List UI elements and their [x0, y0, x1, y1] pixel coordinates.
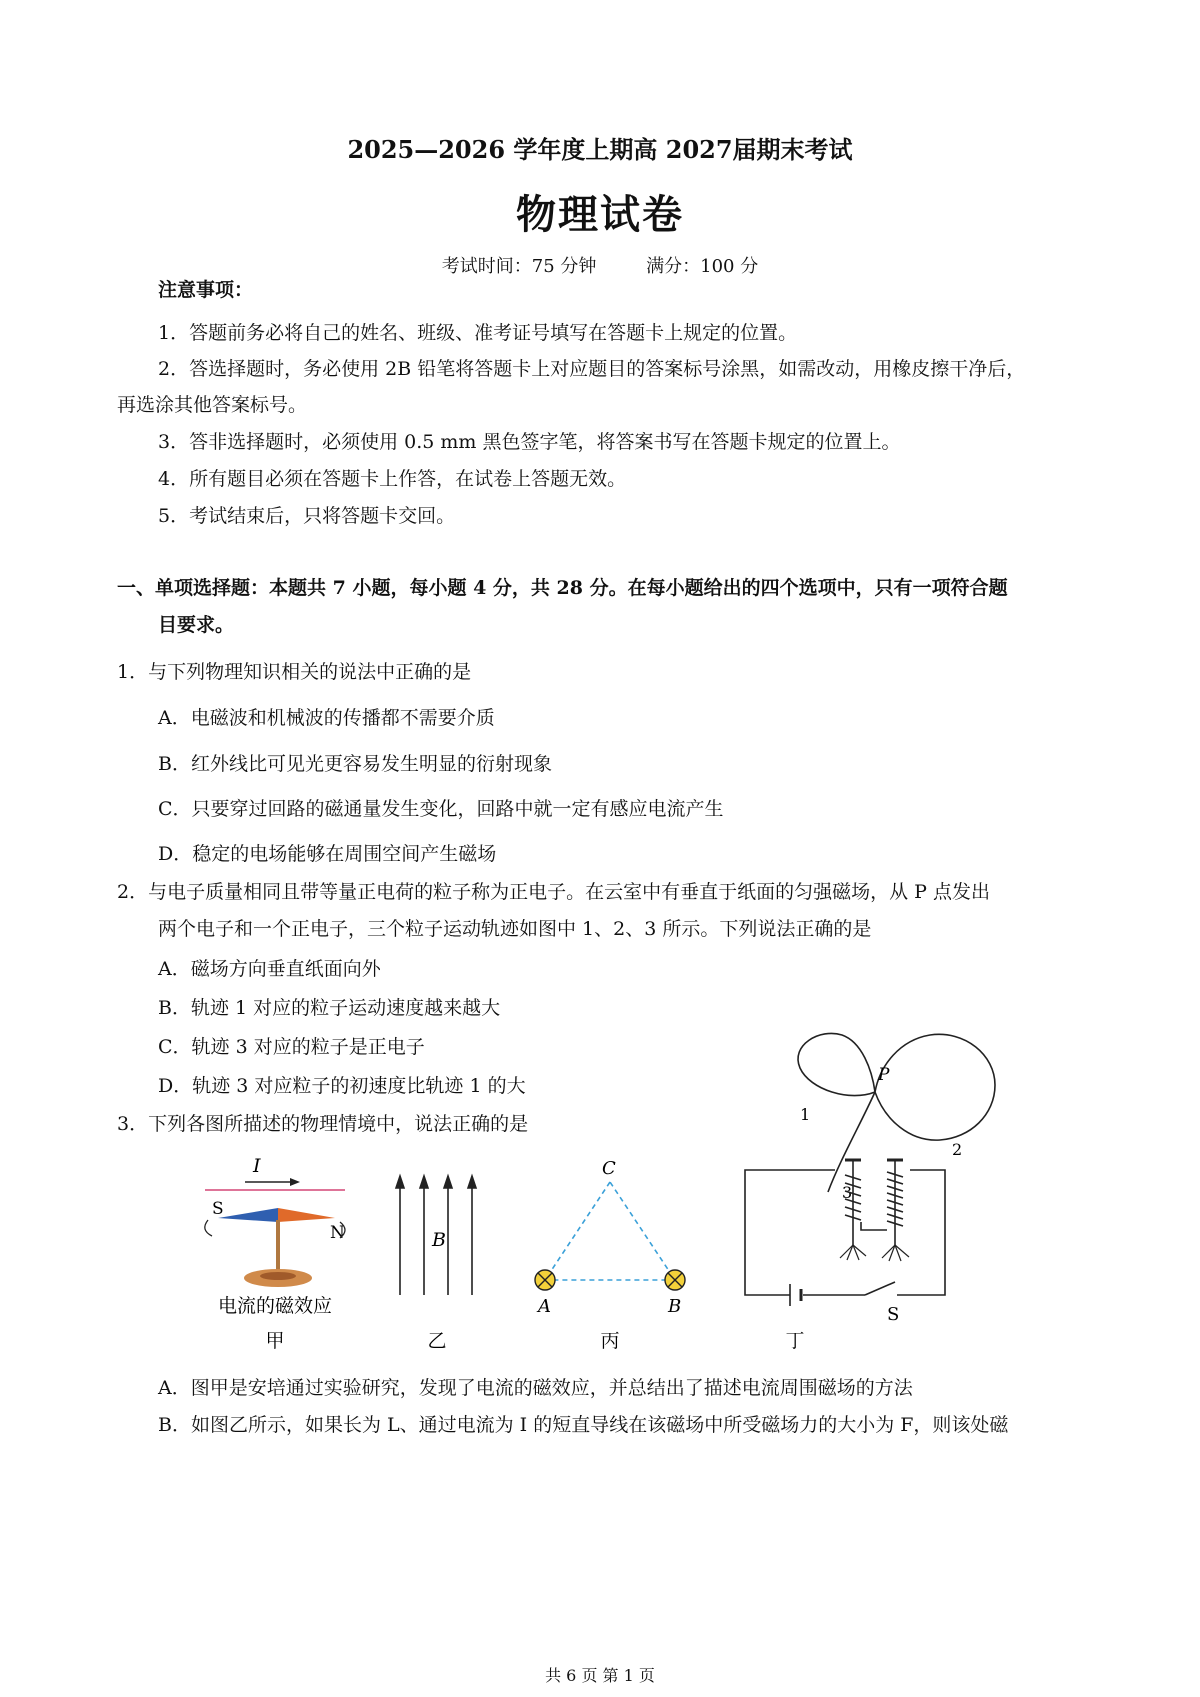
yi-label: 乙 — [427, 1330, 447, 1352]
q3-option-b: B．如图乙所示，如果长为 L、通过电流为 I 的短直导线在该磁场中所受磁场力的大小为 F，则该处磁 — [158, 1414, 1009, 1436]
iron-filings — [840, 1245, 909, 1261]
vertex-a-label: A — [538, 1296, 551, 1317]
q2-stem-cont: 两个电子和一个正电子，三个粒子运动轨迹如图中 1、2、3 所示。下列说法正确的是 — [158, 918, 872, 940]
notice-item: 1．答题前务必将自己的姓名、班级、准考证号填写在答题卡上规定的位置。 — [158, 322, 798, 344]
notice-item: 3．答非选择题时，必须使用 0.5 mm 黑色签字笔，将答案书写在答题卡规定的位置上。 — [158, 431, 901, 453]
vertex-c-label: C — [602, 1158, 616, 1179]
q1-option-c: C．只要穿过回路的磁通量发生变化，回路中就一定有感应电流产生 — [158, 798, 724, 820]
q1-option-b: B．红外线比可见光更容易发生明显的衍射现象 — [158, 753, 552, 775]
q2-option-b: B．轨迹 1 对应的粒子运动速度越来越大 — [158, 997, 501, 1019]
bing-label: 丙 — [600, 1330, 620, 1352]
exam-meta — [0, 252, 1200, 278]
q2-option-d: D．轨迹 3 对应粒子的初速度比轨迹 1 的大 — [158, 1075, 526, 1097]
notice-item: 5．考试结束后，只将答题卡交回。 — [158, 505, 456, 527]
jia-caption: 电流的磁效应 — [217, 1295, 333, 1317]
jia-label: 甲 — [265, 1330, 285, 1352]
q3-option-a: A．图甲是安培通过实验研究，发现了电流的磁效应，并总结出了描述电流周围磁场的方法 — [158, 1377, 913, 1399]
s-pole-label: S — [212, 1199, 224, 1219]
magnet-n-pole — [278, 1208, 335, 1222]
exam-title: 2025—2026 学年度上期高 2027届期末考试 — [347, 135, 853, 164]
figure-ding — [735, 1150, 955, 1360]
notice-item: 4．所有题目必须在答题卡上作答，在试卷上答题无效。 — [158, 468, 627, 490]
notice-item: 再选涂其他答案标号。 — [117, 394, 308, 416]
switch-label: S — [887, 1304, 900, 1325]
page-footer: 共 6 页 第 1 页 — [545, 1666, 655, 1685]
q3-stem: 3．下列各图所描述的物理情境中，说法正确的是 — [117, 1113, 529, 1135]
figure-bing — [520, 1150, 700, 1360]
magnet-stand — [276, 1220, 280, 1275]
figure-yi — [382, 1150, 492, 1360]
field-label: B — [432, 1229, 446, 1251]
q2-option-c: C．轨迹 3 对应的粒子是正电子 — [158, 1036, 425, 1058]
circuit — [745, 1170, 945, 1295]
vertex-b-label: B — [668, 1296, 682, 1317]
section-heading-cont: 目要求。 — [158, 614, 235, 636]
ding-label: 丁 — [785, 1330, 805, 1352]
q2-option-a: A．磁场方向垂直纸面向外 — [158, 958, 381, 980]
q1-option-a: A．电磁波和机械波的传播都不需要介质 — [158, 707, 495, 729]
q1-option-d: D．稳定的电场能够在周围空间产生磁场 — [158, 843, 497, 865]
n-pole-label: N — [330, 1223, 345, 1243]
notice-heading: 注意事项： — [158, 279, 254, 301]
current-label: I — [253, 1155, 261, 1177]
exam-time: 考试时间：75 分钟 — [441, 256, 597, 277]
dashed-triangle — [545, 1182, 675, 1280]
exam-score: 满分：100 分 — [646, 256, 759, 277]
q1-stem: 1．与下列物理知识相关的说法中正确的是 — [117, 661, 472, 683]
q2-stem: 2．与电子质量相同且带等量正电荷的粒子称为正电子。在云室中有垂直于纸面的匀强磁场，从 P 点发出 — [117, 881, 990, 903]
magnet-s-pole — [218, 1208, 278, 1222]
track-2 — [875, 1034, 995, 1140]
track-1 — [798, 1033, 875, 1095]
subject-title: 物理试卷 — [516, 191, 684, 238]
notice-item: 2．答选择题时，务必使用 2B 铅笔将答题卡上对应题目的答案标号涂黑，如需改动，用橡皮擦干净后， — [158, 358, 1026, 380]
track-2-label: 2 — [952, 1140, 963, 1159]
point-p-label: P — [878, 1065, 890, 1085]
section-heading: 一、单项选择题：本题共 7 小题，每小题 4 分，共 28 分。在每小题给出的四个选项中，只有一项符合题 — [117, 577, 1008, 599]
track-3-label: 3 — [842, 1183, 853, 1200]
figure-jia — [190, 1150, 360, 1360]
electromagnets — [845, 1160, 903, 1245]
track-1-label: 1 — [800, 1105, 811, 1124]
